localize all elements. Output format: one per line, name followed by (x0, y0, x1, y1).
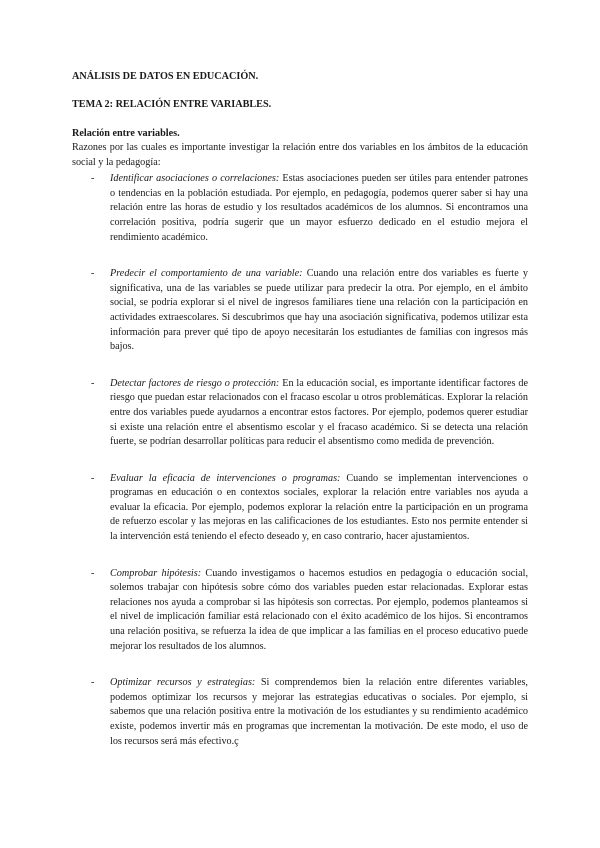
item-term: Predecir el comportamiento de una variable: (110, 268, 303, 280)
document-title: ANÁLISIS DE DATOS EN EDUCACIÓN. (72, 71, 259, 82)
item-term: Comprobar hipótesis: (110, 567, 202, 579)
item-text: Si comprendemos bien la relación entre diferentes variables, podemos optimizar los recursos y mejorar las estrategias educativas o sociales. Por ejemplo, si sabemos que una relación positiva entre la motivación de los estudiantes y su rendimiento académico existe, podemos invertir más en programas que incrementan la motivación. De este modo, el uso de los recursos será más efectivo.ç (110, 677, 528, 747)
list-item (72, 377, 528, 450)
list-bullet: - (91, 677, 95, 689)
reasons-list (72, 172, 528, 749)
list-bullet: - (91, 268, 95, 280)
list-bullet: - (91, 377, 95, 389)
item-term: Evaluar la eficacia de intervenciones o programas: (110, 472, 341, 484)
item-text: Cuando se implementan intervenciones o programas en educación o en contextos sociales, explorar la relación entre variables nos ayuda a evaluar la eficacia. Por ejemplo, podemos explorar la relación entre la participación en un programa de refuerzo escolar y las mejoras en las calificaciones de los estudiantes. Esto nos permite entender si la intervención está teniendo el efecto deseado y, en caso contrario, hacer ajustamientos. (110, 472, 528, 543)
list-bullet: - (91, 173, 95, 185)
item-text: En la educación social, es importante identificar factores de riesgo que puedan estar relacionados con el fracaso escolar u otros problemáticas. Explorar la relación entre dos variables puede ayudarnos a encontrar estos factores. Por ejemplo, podemos querer estudiar si existe una relación entre el absentismo escolar y el fracaso académico. Si se detecta una relación fuerte, se podrían desarrollar políticas para reducir el absentismo como medida de prevención. (110, 377, 528, 448)
item-text: Cuando una relación entre dos variables es fuerte y significativa, una de las variables se puede utilizar para predecir la otra. Por ejemplo, en el ámbito social, se podría explorar si el nivel de ingresos familiares tiene una relación con la participación en actividades extraescolares. Si descubrimos que hay una asociación significativa, podemos utilizar esta información para prever qué tipo de apoyo necesitarán los estudiantes de familias con ingresos más bajos. (110, 268, 528, 353)
topic-heading: TEMA 2: RELACIÓN ENTRE VARIABLES. (72, 99, 272, 110)
section-heading: Relación entre variables. (72, 128, 180, 139)
list-item (72, 567, 528, 655)
item-term: Identificar asociaciones o correlaciones: (110, 173, 280, 185)
list-bullet: - (91, 472, 95, 484)
item-term: Detectar factores de riesgo o protección: (110, 377, 280, 389)
list-item (72, 676, 528, 749)
item-term: Optimizar recursos y estrategias: (110, 677, 256, 689)
item-text: Estas asociaciones pueden ser útiles para entender patrones o tendencias en la población estudiada. Por ejemplo, en pedagogía, podemos querer saber si hay una relación entre las horas de estudio y los resultados académicos de los alumnos. Si encontramos una correlación positiva, podría sugerir que un mayor esfuerzo dedicado en el estudio mejora el rendimiento académico. (110, 173, 528, 243)
list-item (72, 172, 528, 245)
list-item (72, 472, 528, 545)
item-text: Cuando investigamos o hacemos estudios en pedagogía o educación social, solemos trabajar con hipótesis sobre cómo dos variables pueden estar relacionadas. Explorar estas relaciones nos ayuda a comprobar si las hipótesis son correctas. Por ejemplo, podemos planteamos si el nivel de implicación familiar está relacionado con el éxito académico de los hijos. Si encontramos una relación positiva, se refuerza la idea de que implicar a las familias en el proceso educativo puede mejorar los resultados de los alumnos. (110, 567, 528, 652)
list-item (72, 267, 528, 355)
intro-paragraph: Razones por las cuales es importante investigar la relación entre dos variables en los ámbitos de la educación social y la pedagogía: (72, 142, 528, 168)
list-bullet: - (91, 567, 95, 579)
